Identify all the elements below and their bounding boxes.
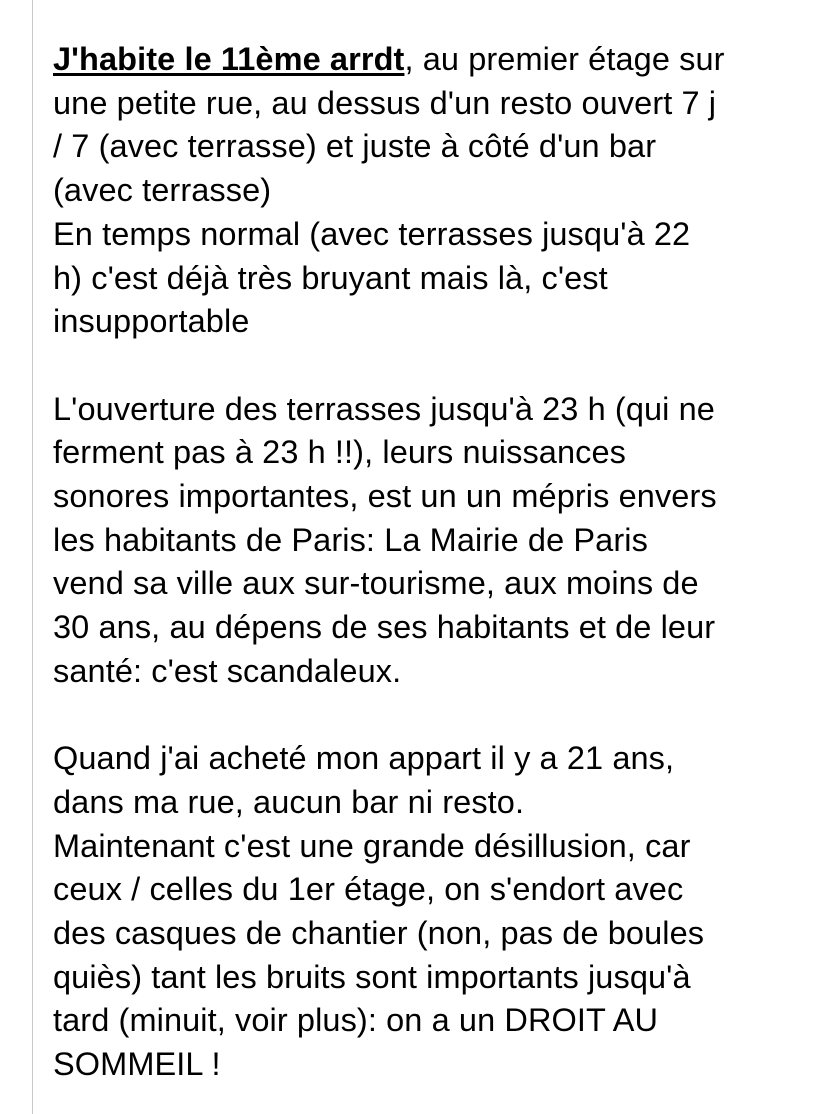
- paragraph-1-line-3: / 7 (avec terrasse) et juste à côté d'un bar: [53, 128, 657, 165]
- paragraph-3: [53, 737, 813, 1087]
- paragraph-1-line-7: insupportable: [53, 303, 250, 340]
- paragraph-3-line-4: ceux / celles du 1er étage, on s'endort avec: [53, 871, 684, 908]
- paragraph-spacer: [53, 694, 813, 738]
- paragraph-spacer: [53, 344, 813, 388]
- paragraph-2: [53, 388, 813, 694]
- paragraph-1: [53, 38, 813, 344]
- paragraph-3-line-8: SOMMEIL !: [53, 1046, 221, 1083]
- paragraph-1-line-1-rest: , au premier étage sur: [404, 41, 725, 77]
- paragraph-2-line-1: L'ouverture des terrasses jusqu'à 23 h (qui ne: [53, 390, 715, 427]
- paragraph-3-line-5: des casques de chantier (non, pas de boules: [53, 915, 705, 952]
- paragraph-1-line-4: (avec terrasse): [53, 172, 272, 209]
- paragraph-3-line-6: quiès) tant les bruits sont importants jusqu'à: [53, 958, 691, 995]
- paragraph-2-line-7: santé: c'est scandaleux.: [53, 652, 402, 689]
- paragraph-1-line-2: une petite rue, au dessus d'un resto ouvert 7 j: [53, 84, 717, 121]
- paragraph-2-line-4: les habitants de Paris: La Mairie de Paris: [53, 521, 648, 558]
- paragraph-1-line-6: h) c'est déjà très bruyant mais là, c'est: [53, 259, 608, 296]
- paragraph-1-line-5: En temps normal (avec terrasses jusqu'à 22: [53, 215, 691, 252]
- paragraph-2-line-5: vend sa ville aux sur-tourisme, aux moins de: [53, 565, 699, 602]
- paragraph-2-line-6: 30 ans, au dépens de ses habitants et de leur: [53, 609, 716, 646]
- paragraph-3-line-3: Maintenant c'est une grande désillusion, car: [53, 827, 691, 864]
- paragraph-3-line-1: Quand j'ai acheté mon appart il y a 21 ans,: [53, 740, 675, 777]
- paragraph-2-line-2: ferment pas à 23 h !!), leurs nuissances: [53, 434, 627, 471]
- left-border-rule: [32, 0, 33, 1114]
- location-link[interactable]: J'habite le 11ème arrdt: [53, 41, 405, 77]
- paragraph-1-line-1: [53, 38, 813, 82]
- paragraph-3-line-7: tard (minuit, voir plus): on a un DROIT AU: [53, 1002, 659, 1039]
- paragraph-2-line-3: sonores importantes, est un un mépris envers: [53, 478, 717, 515]
- comment-body: [53, 38, 813, 1087]
- paragraph-3-line-2: dans ma rue, aucun bar ni resto.: [53, 783, 525, 820]
